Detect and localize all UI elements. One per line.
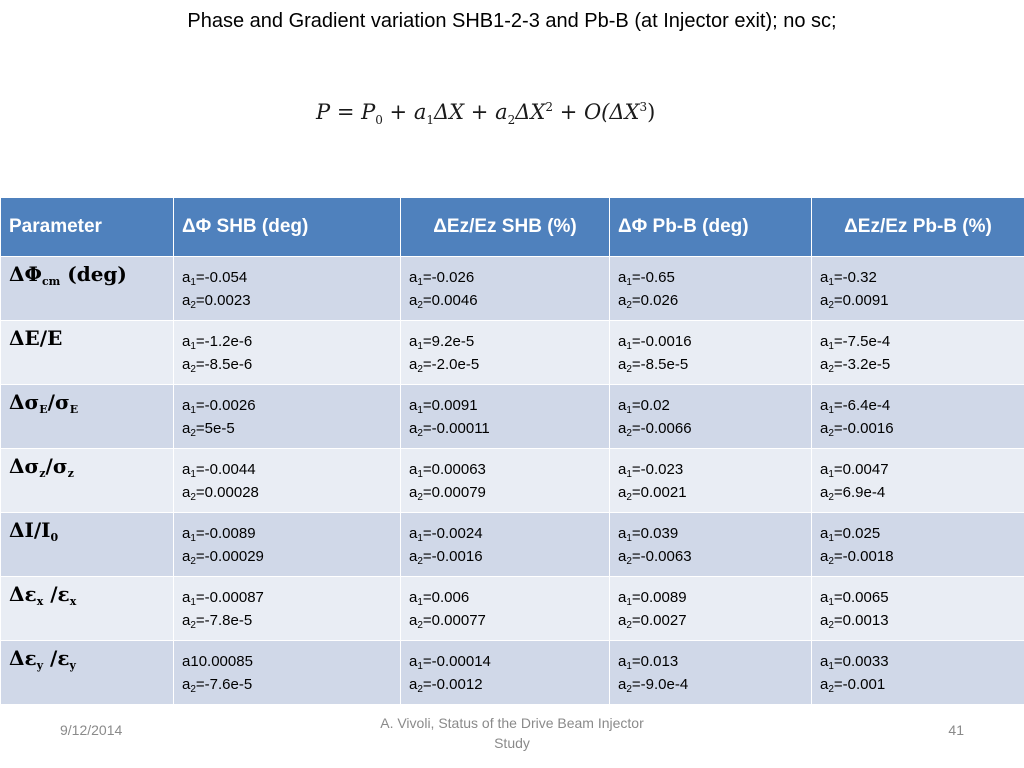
coefficient-a2: $a_2=0.0021$ xyxy=(618,483,687,503)
coefficient-a2: $a_2=-0.0016$ xyxy=(409,547,483,567)
coefficient-a1: $a_1=-0.00087$ xyxy=(182,588,264,608)
coefficient-a1: $a_1=-0.0089$ xyxy=(182,524,256,544)
coefficient-cell xyxy=(401,577,610,641)
coefficient-cell xyxy=(812,449,1024,513)
slide-number: 41 xyxy=(948,722,964,738)
header-phase-pbb: ΔΦ Pb-B (deg) xyxy=(610,198,812,257)
parameter-cell: $\Delta I/I_0$ xyxy=(1,513,174,577)
header-parameter: Parameter xyxy=(1,198,174,257)
coefficient-cell xyxy=(174,257,401,321)
coefficient-a1: $a_1=0.0065$ xyxy=(820,588,889,608)
coefficient-a2: $a_2=-0.001$ xyxy=(820,675,886,695)
table-row xyxy=(1,385,1024,449)
coefficient-a2: $a_2=-3.2e-5$ xyxy=(820,355,891,375)
coefficient-a1: $a_1=-0.0016$ xyxy=(618,332,692,352)
coefficient-cell xyxy=(610,641,812,705)
coefficient-cell xyxy=(610,257,812,321)
coefficient-cell xyxy=(610,385,812,449)
coefficient-cell xyxy=(401,321,610,385)
footer-presentation-line-1: A. Vivoli, Status of the Drive Beam Injector xyxy=(380,715,644,731)
coefficient-a1: $a_1=-0.32$ xyxy=(820,268,877,288)
coefficient-a1: $a_1=0.00063$ xyxy=(409,460,486,480)
header-phase-shb: ΔΦ SHB (deg) xyxy=(174,198,401,257)
coefficient-a1: $a_1=-0.0026$ xyxy=(182,396,256,416)
coefficient-a2: $a_2=0.0091$ xyxy=(820,291,889,311)
coefficient-a2: $a_2=-7.8e-5$ xyxy=(182,611,253,631)
coefficient-a1: $a_1=0.0089$ xyxy=(618,588,687,608)
coefficient-cell xyxy=(174,385,401,449)
coefficient-a2: $a_2=0.0013$ xyxy=(820,611,889,631)
coefficient-cell xyxy=(401,513,610,577)
coefficient-a2: $a_2=-0.0063$ xyxy=(618,547,692,567)
coefficient-a1: $a_1=0.013$ xyxy=(618,652,679,672)
table-row xyxy=(1,577,1024,641)
coefficient-a1: $a_1=-0.023$ xyxy=(618,460,684,480)
coefficient-a2: $a_2=-8.5e-6$ xyxy=(182,355,253,375)
coefficient-cell xyxy=(610,449,812,513)
coefficient-a2: $a_2=0.0027$ xyxy=(618,611,687,631)
slide-title: Phase and Gradient variation SHB1-2-3 and Pb-B (at Injector exit); no sc; xyxy=(187,10,837,32)
coefficient-a1: $a_1=0.039$ xyxy=(618,524,679,544)
coefficient-a1: $a_1=-0.65$ xyxy=(618,268,675,288)
coefficient-cell xyxy=(174,321,401,385)
table-row xyxy=(1,513,1024,577)
coefficient-cell xyxy=(610,577,812,641)
coefficient-a1: $a_1=-6.4e-4$ xyxy=(820,396,891,416)
coefficient-cell xyxy=(812,257,1024,321)
coefficient-a1: a10.00085 xyxy=(182,652,253,670)
coefficient-cell xyxy=(812,321,1024,385)
parameter-cell: $\Delta\sigma_E/\sigma_E$ xyxy=(1,385,174,449)
coefficient-a1: $a_1=0.025$ xyxy=(820,524,881,544)
parameter-cell: $\Delta\Phi_{cm}$ (deg) xyxy=(1,257,174,321)
table-row xyxy=(1,449,1024,513)
coefficient-table xyxy=(0,197,1024,705)
coefficient-a2: $a_2=-9.0e-4$ xyxy=(618,675,689,695)
footer-date: 9/12/2014 xyxy=(60,722,123,738)
coefficient-a1: $a_1=-1.2e-6$ xyxy=(182,332,253,352)
coefficient-a2: $a_2=-2.0e-5$ xyxy=(409,355,480,375)
coefficient-a1: $a_1=0.006$ xyxy=(409,588,470,608)
coefficient-a1: $a_1=-0.026$ xyxy=(409,268,475,288)
coefficient-cell xyxy=(401,257,610,321)
coefficient-cell xyxy=(812,385,1024,449)
coefficient-a2: $a_2=6.9e-4$ xyxy=(820,483,886,503)
header-gradient-shb: ΔEz/Ez SHB (%) xyxy=(401,198,610,257)
coefficient-cell xyxy=(401,641,610,705)
table-row xyxy=(1,257,1024,321)
coefficient-cell xyxy=(812,513,1024,577)
table-header-row xyxy=(1,198,1024,257)
coefficient-a2: $a_2=0.0046$ xyxy=(409,291,478,311)
table-row xyxy=(1,321,1024,385)
taylor-expansion-formula: $P = P_0 + a_1\Delta X + a_2\Delta X^2 + O(\Delta X^3)$ xyxy=(316,100,656,128)
coefficient-a2: $a_2=0.00079$ xyxy=(409,483,486,503)
coefficient-cell xyxy=(812,641,1024,705)
coefficient-cell xyxy=(174,449,401,513)
coefficient-cell xyxy=(401,385,610,449)
coefficient-a2: $a_2=5e-5$ xyxy=(182,419,235,439)
coefficient-a2: $a_2=0.00077$ xyxy=(409,611,486,631)
table-row xyxy=(1,641,1024,705)
coefficient-a2: $a_2=0.00028$ xyxy=(182,483,259,503)
footer-presentation-line-2: Study xyxy=(494,735,530,751)
coefficient-a2: $a_2=-0.0066$ xyxy=(618,419,692,439)
coefficient-a1: $a_1=-0.054$ xyxy=(182,268,248,288)
coefficient-a1: $a_1=-0.0044$ xyxy=(182,460,256,480)
coefficient-a1: $a_1=-0.00014$ xyxy=(409,652,491,672)
coefficient-a1: $a_1=-0.0024$ xyxy=(409,524,483,544)
footer-presentation-info xyxy=(350,713,674,753)
coefficient-a2: $a_2=-0.0012$ xyxy=(409,675,483,695)
coefficient-a2: $a_2=-7.6e-5$ xyxy=(182,675,253,695)
parameter-cell: ΔE/E xyxy=(1,321,174,385)
coefficient-a1: $a_1=0.0033$ xyxy=(820,652,889,672)
coefficient-cell xyxy=(174,641,401,705)
coefficient-a2: $a_2=-0.0016$ xyxy=(820,419,894,439)
coefficient-a1: $a_1=0.0091$ xyxy=(409,396,478,416)
coefficient-a2: $a_2=0.0023$ xyxy=(182,291,251,311)
coefficient-a2: $a_2=-0.00011$ xyxy=(409,419,490,439)
parameter-cell: $\Delta\sigma_z/\sigma_z$ xyxy=(1,449,174,513)
coefficient-cell xyxy=(812,577,1024,641)
coefficient-a2: $a_2=-0.00029$ xyxy=(182,547,264,567)
coefficient-cell xyxy=(401,449,610,513)
coefficient-a2: $a_2=-0.0018$ xyxy=(820,547,894,567)
coefficient-a1: $a_1=-7.5e-4$ xyxy=(820,332,891,352)
coefficient-a2: $a_2=0.026$ xyxy=(618,291,679,311)
coefficient-a1: $a_1=9.2e-5$ xyxy=(409,332,475,352)
coefficient-cell xyxy=(174,513,401,577)
coefficient-cell xyxy=(610,321,812,385)
coefficient-a1: $a_1=0.0047$ xyxy=(820,460,889,480)
parameter-cell: $\Delta\varepsilon_x$ $/\varepsilon_x$ xyxy=(1,577,174,641)
parameter-cell: $\Delta\varepsilon_y$ $/\varepsilon_y$ xyxy=(1,641,174,705)
header-gradient-pbb: ΔEz/Ez Pb-B (%) xyxy=(812,198,1024,257)
coefficient-a2: $a_2=-8.5e-5$ xyxy=(618,355,689,375)
coefficient-cell xyxy=(174,577,401,641)
coefficient-a1: $a_1=0.02$ xyxy=(618,396,670,416)
coefficient-cell xyxy=(610,513,812,577)
